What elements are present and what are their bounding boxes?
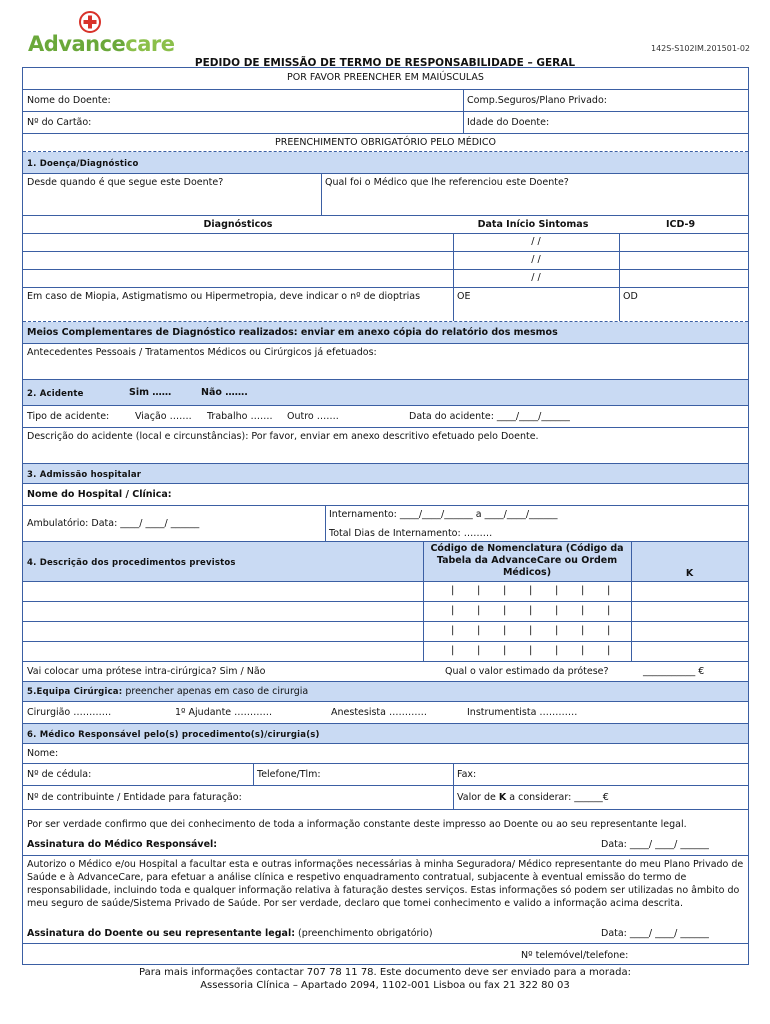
procedure-row-2[interactable]: | | | | | | |	[23, 602, 748, 622]
nomenclature-code-header: Código de Nomenclatura (Código da Tabela da AdvanceCare ou Ordem Médicos)	[430, 543, 624, 578]
admission-row	[23, 506, 748, 542]
diagnosis-row-1[interactable]	[23, 234, 748, 252]
followup-row	[23, 174, 748, 216]
oe-field[interactable]: OE	[457, 291, 471, 302]
subtitle-row	[23, 68, 748, 90]
section-4-title: 4. Descrição dos procedimentos previstos	[27, 558, 236, 568]
doctor-name-row[interactable]	[23, 744, 748, 764]
footer-address: Assessoria Clínica – Apartado 2094, 1102-001 Lisboa ou fax 21 322 80 03	[200, 980, 570, 991]
k-header: K	[685, 568, 694, 579]
patient-phone-row	[23, 944, 748, 964]
doctor-signature-row	[23, 836, 748, 856]
patient-row-1	[23, 90, 748, 112]
patient-age-field[interactable]: Idade do Doente:	[467, 117, 550, 128]
accident-viacao-option[interactable]: Viação …….	[135, 411, 192, 422]
history-row[interactable]	[23, 344, 748, 380]
form-reference-code: 142S-S102IM.201501-02	[651, 44, 750, 53]
diagnosis-row-2[interactable]	[23, 252, 748, 270]
billing-row	[23, 786, 748, 810]
patient-signature-date[interactable]: Data: ____/ ____/ ______	[601, 928, 709, 939]
brand-name: Advancecare	[28, 32, 175, 56]
section-5-header	[23, 682, 748, 702]
contribuinte-field[interactable]: Nº de contribuinte / Entidade para faturação:	[27, 792, 242, 803]
exams-title: Meios Complementares de Diagnóstico realizados: enviar em anexo cópia do relatório dos mesmos	[27, 327, 558, 338]
medical-cross-icon	[78, 10, 102, 34]
col-diagnosticos: Diagnósticos	[203, 219, 273, 230]
section-5-title: 5.Equipa Cirúrgica: preencher apenas em caso de cirurgia	[27, 686, 309, 697]
section-6-header	[23, 724, 748, 744]
doctor-contacts-row	[23, 764, 748, 786]
section-1-title: 1. Doença/Diagnóstico	[27, 159, 139, 169]
authorization-text: Autorizo o Médico e/ou Hospital a facultar esta e outras informações necessárias à minha Seguradora/ Médico representante do meu Plano Privado de Saúde e à AdvanceCare, para efetuar a análise clínica e respetivo enquadramento contratual, subjacente à eventual emissão do termo de responsabilidade, incluindo toda e qualquer informação relativa à faturação destes serviços. Estas informações só podem ser utilizadas no âmbito do meu seguro de saúde/Sistema Privado de Saúde. Por ser verdade, declaro que tomei conhecimento e valido a informação acima descrita.	[27, 859, 744, 909]
doctor-signature-date[interactable]: Data: ____/ ____/ ______	[601, 839, 709, 850]
accident-date-field[interactable]: Data do acidente: ____/____/______	[409, 411, 570, 422]
diagnosis-date-2[interactable]: / /	[531, 254, 541, 265]
valor-k-field[interactable]: Valor de K a considerar: ______€	[457, 792, 609, 803]
section-6-title: 6. Médico Responsável pelo(s) procedimento(s)/cirurgia(s)	[27, 730, 320, 740]
accident-type-label: Tipo de acidente:	[27, 411, 110, 422]
section-4-header	[23, 542, 748, 582]
accident-yes-option[interactable]: Sim ……	[129, 387, 172, 398]
patient-row-2	[23, 112, 748, 134]
section-2-header	[23, 380, 748, 406]
footer-contact: Para mais informações contactar 707 78 11 78. Este documento deve ser enviado para a morada:	[139, 967, 631, 978]
section-3-title: 3. Admissão hospitalar	[27, 470, 142, 480]
card-number-field[interactable]: Nº do Cartão:	[27, 117, 92, 128]
instrumentista-field[interactable]: Instrumentista …………	[467, 707, 578, 718]
diagnosis-header-row	[23, 216, 748, 234]
prosthesis-value-field[interactable]: ___________ €	[643, 666, 705, 677]
truth-declaration-row	[23, 810, 748, 836]
doctor-name-field[interactable]: Nome:	[27, 748, 59, 759]
form-title: PEDIDO DE EMISSÃO DE TERMO DE RESPONSABILIDADE – GERAL	[194, 57, 576, 69]
patient-phone-field[interactable]: Nº telemóvel/telefone:	[521, 950, 629, 961]
section-1-header	[23, 152, 748, 174]
referring-doctor-field[interactable]: Qual foi o Médico que lhe referenciou este Doente?	[325, 177, 569, 188]
accident-description-row[interactable]	[23, 428, 748, 464]
truth-declaration: Por ser verdade confirmo que dei conhecimento de toda a informação constante deste impresso ao Doente ou ao seu representante legal.	[27, 819, 687, 830]
section-3-header	[23, 464, 748, 484]
advancecare-logo	[22, 8, 175, 60]
exams-header	[23, 322, 748, 344]
section-2-title: 2. Acidente	[27, 389, 84, 399]
ajudante-field[interactable]: 1º Ajudante …………	[175, 707, 273, 718]
patient-signature-row	[23, 926, 748, 944]
patient-name-field[interactable]: Nome do Doente:	[27, 95, 111, 106]
procedure-row-4[interactable]: | | | | | | |	[23, 642, 748, 662]
accident-outro-option[interactable]: Outro …….	[287, 411, 339, 422]
internamento-field[interactable]: Internamento: ____/____/______ a ____/____/______	[329, 509, 558, 520]
accident-no-option[interactable]: Não …….	[201, 387, 248, 398]
patient-signature-field[interactable]: Assinatura do Doente ou seu representante legal: (preenchimento obrigatório)	[27, 928, 433, 939]
cedula-field[interactable]: Nº de cédula:	[27, 769, 92, 780]
hospital-name-field[interactable]: Nome do Hospital / Clínica:	[27, 489, 172, 500]
accident-type-row	[23, 406, 748, 428]
procedure-row-1[interactable]: | | | | | | |	[23, 582, 748, 602]
mandatory-banner-row	[23, 134, 748, 152]
od-field[interactable]: OD	[623, 291, 638, 302]
hospital-name-row[interactable]	[23, 484, 748, 506]
accident-trabalho-option[interactable]: Trabalho …….	[207, 411, 273, 422]
col-data-inicio: Data Início Sintomas	[477, 219, 589, 230]
insurance-plan-field[interactable]: Comp.Seguros/Plano Privado:	[467, 95, 607, 106]
total-days-field[interactable]: Total Dias de Internamento: ………	[329, 528, 493, 539]
prosthesis-row	[23, 662, 748, 682]
phone-field[interactable]: Telefone/Tlm:	[257, 769, 321, 780]
since-when-field[interactable]: Desde quando é que segue este Doente?	[27, 177, 224, 188]
diagnosis-date-1[interactable]: / /	[531, 236, 541, 247]
history-field[interactable]: Antecedentes Pessoais / Tratamentos Médicos ou Cirúrgicos já efetuados:	[27, 347, 377, 358]
authorization-row	[23, 856, 748, 926]
accident-description-field[interactable]: Descrição do acidente (local e circunstâncias): Por favor, enviar em anexo descritivo efetuado pelo Doente.	[27, 431, 539, 442]
myopia-instruction: Em caso de Miopia, Astigmatismo ou Hipermetropia, deve indicar o nº de dioptrias	[27, 291, 421, 302]
surgical-team-row	[23, 702, 748, 724]
prosthesis-question[interactable]: Vai colocar uma prótese intra-cirúrgica? Sim / Não	[27, 666, 266, 677]
diagnosis-row-3[interactable]	[23, 270, 748, 288]
form-subtitle: POR FAVOR PREENCHER EM MAIÚSCULAS	[287, 72, 484, 83]
form-frame	[22, 67, 749, 965]
anestesista-field[interactable]: Anestesista …………	[331, 707, 427, 718]
prosthesis-value-label: Qual o valor estimado da prótese?	[445, 666, 609, 677]
doctor-signature-field[interactable]: Assinatura do Médico Responsável:	[27, 839, 218, 850]
diagnosis-date-3[interactable]: / /	[531, 272, 541, 283]
dioptrias-row	[23, 288, 748, 322]
fax-field[interactable]: Fax:	[457, 769, 477, 780]
cirurgiao-field[interactable]: Cirurgião …………	[27, 707, 112, 718]
mandatory-banner: PREENCHIMENTO OBRIGATÓRIO PELO MÉDICO	[275, 137, 496, 148]
procedure-row-3[interactable]: | | | | | | |	[23, 622, 748, 642]
ambulatorio-field[interactable]: Ambulatório: Data: ____/ ____/ ______	[27, 518, 200, 529]
col-icd9: ICD-9	[665, 219, 696, 230]
